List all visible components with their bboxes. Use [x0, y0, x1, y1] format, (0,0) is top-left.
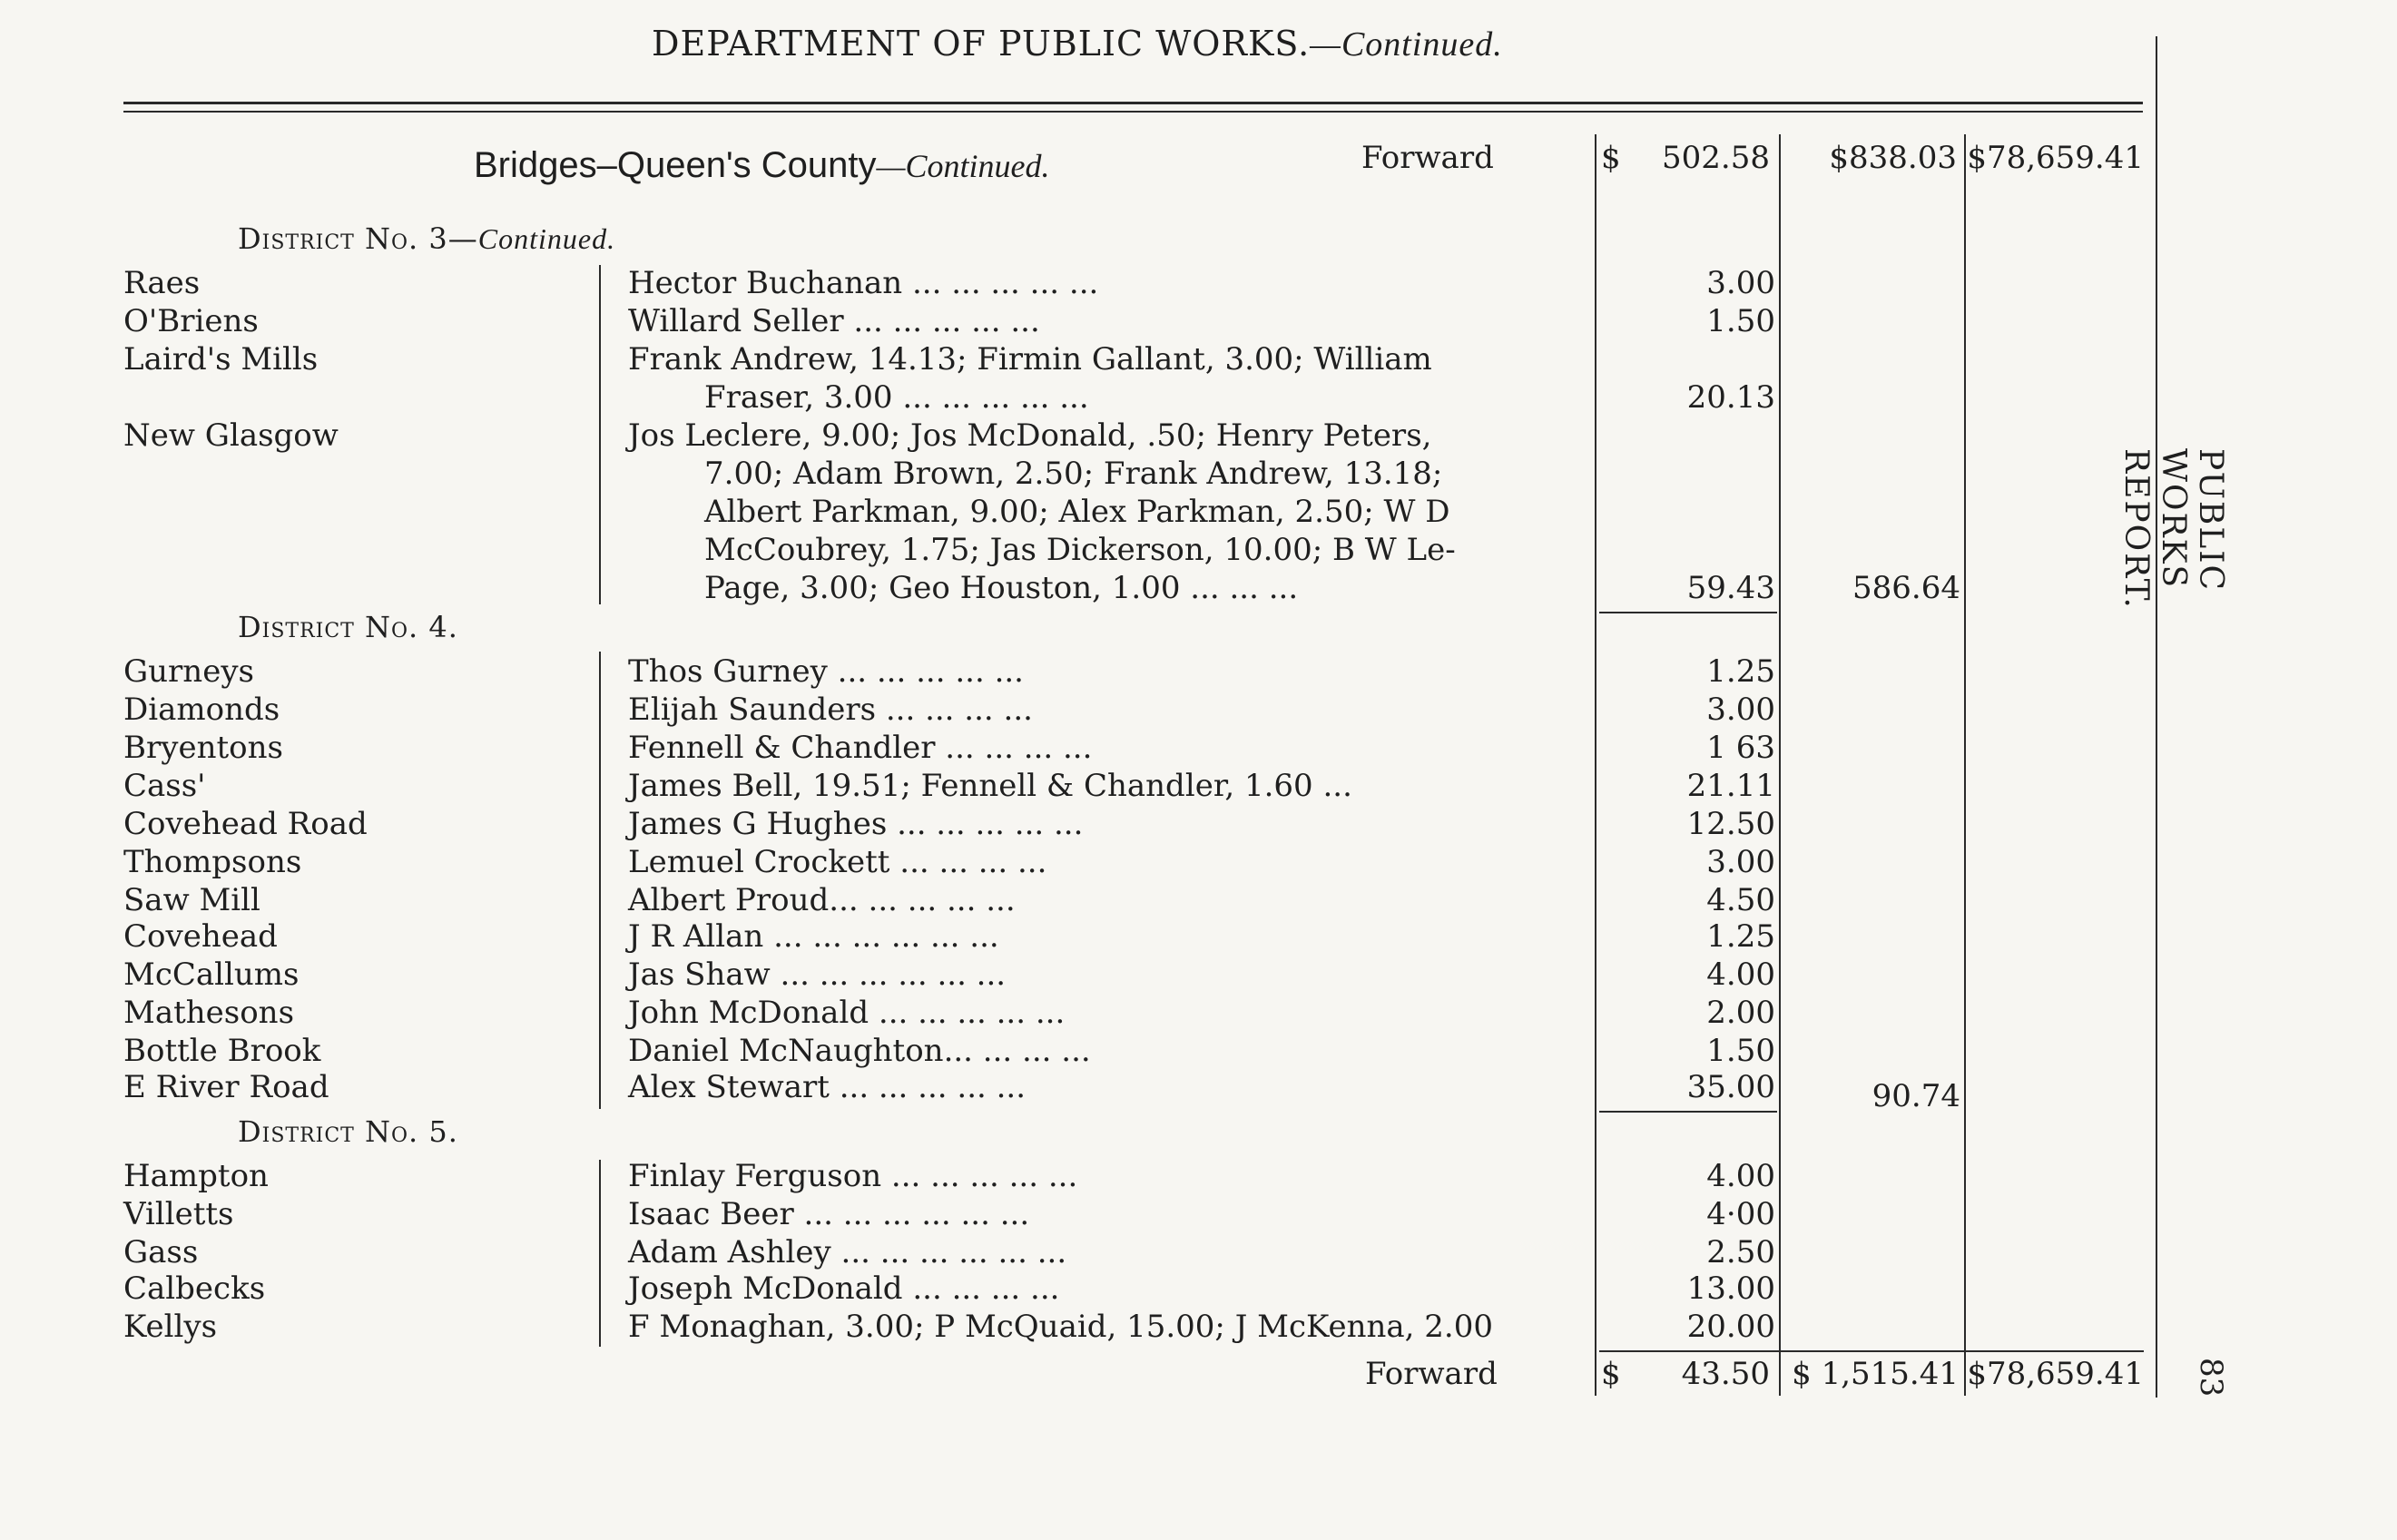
place-name: Covehead [123, 918, 278, 955]
place-name: Mathesons [123, 995, 295, 1031]
place-name: E River Road [123, 1069, 329, 1105]
forward-top-col1: 502.58 [1662, 140, 1770, 176]
amount: 21.11 [1686, 768, 1775, 804]
forward-top-label: Forward [1361, 140, 1494, 176]
place-name: Bottle Brook [123, 1033, 321, 1069]
district-3-heading [238, 221, 615, 256]
place-name: New Glasgow [123, 417, 339, 454]
payee-line: Jas Shaw ... ... ... ... ... ... [628, 956, 1007, 993]
amount: 35.00 [1686, 1069, 1775, 1105]
place-name: Hampton [123, 1158, 269, 1194]
payee-line: Adam Ashley ... ... ... ... ... ... [628, 1234, 1067, 1270]
payee-line: Alex Stewart ... ... ... ... ... [628, 1069, 1027, 1105]
place-name: Laird's Mills [123, 341, 319, 378]
place-name: Diamonds [123, 692, 280, 728]
payee-line: Fraser, 3.00 ... ... ... ... ... [704, 379, 1089, 416]
place-name: Gurneys [123, 653, 254, 690]
amount: 4·00 [1706, 1196, 1775, 1232]
payee-line: Lemuel Crockett ... ... ... ... [628, 844, 1047, 880]
amount: 2.00 [1706, 995, 1775, 1031]
amount: 4.00 [1706, 1158, 1775, 1194]
payee-line: Frank Andrew, 14.13; Firmin Gallant, 3.00; William [628, 341, 1432, 378]
payee-line: Hector Buchanan ... ... ... ... ... [628, 265, 1099, 301]
district-3-label: District No. 3— [238, 221, 478, 256]
amount: 1.25 [1706, 653, 1775, 690]
forward-top-col3: $78,659.41 [1967, 140, 2144, 176]
subtotal-rule-d4 [1599, 1111, 1777, 1113]
place-name: Covehead Road [123, 806, 368, 842]
district-3-subtotal: 586.64 [1852, 570, 1960, 606]
forward-top-dollar: $ [1601, 140, 1621, 176]
amount: 3.00 [1706, 844, 1775, 880]
place-name: Gass [123, 1234, 199, 1270]
section-title [474, 145, 1049, 186]
payee-line: Joseph McDonald ... ... ... ... [628, 1270, 1060, 1307]
payee-line: McCoubrey, 1.75; Jas Dickerson, 10.00; B W Le- [704, 532, 1456, 568]
place-name: Villetts [123, 1196, 234, 1232]
district-3-continued: Continued. [477, 222, 616, 255]
place-name: Calbecks [123, 1270, 266, 1307]
amount: 1.50 [1706, 1033, 1775, 1069]
payee-line: Elijah Saunders ... ... ... ... [628, 692, 1033, 728]
district-4-subtotal: 90.74 [1871, 1078, 1960, 1114]
section-title-text: Bridges–Queen's County [474, 145, 877, 185]
payee-line: J R Allan ... ... ... ... ... ... [628, 918, 999, 955]
forward-bottom-rule [1599, 1350, 2144, 1352]
district-4-heading: District No. 4. [238, 610, 458, 644]
header-title: DEPARTMENT OF PUBLIC WORKS. [652, 24, 1311, 64]
amount: 3.00 [1706, 692, 1775, 728]
place-name: Raes [123, 265, 201, 301]
margin-rule [2156, 36, 2157, 1398]
col-rule-3 [1964, 134, 1966, 1396]
page-number: 83 [2193, 1358, 2229, 1398]
payee-line: Isaac Beer ... ... ... ... ... ... [628, 1196, 1030, 1232]
payee-line: Albert Proud... ... ... ... ... [628, 882, 1016, 918]
place-name: Thompsons [123, 844, 302, 880]
payee-line: Willard Seller ... ... ... ... ... [628, 303, 1040, 339]
amount: 20.13 [1686, 379, 1775, 416]
payee-line: James Bell, 19.51; Fennell & Chandler, 1.60 ... [628, 768, 1352, 804]
payee-line: John McDonald ... ... ... ... ... [628, 995, 1066, 1031]
forward-bottom-col2: $ 1,515.41 [1792, 1356, 1959, 1392]
place-name: Bryentons [123, 730, 283, 766]
amount: 13.00 [1686, 1270, 1775, 1307]
col-rule-1 [1595, 134, 1596, 1396]
forward-bottom-col1: 43.50 [1681, 1356, 1770, 1392]
payee-line: Finlay Ferguson ... ... ... ... ... [628, 1158, 1078, 1194]
amount: 4.00 [1706, 956, 1775, 993]
forward-bottom-label: Forward [1365, 1356, 1498, 1392]
payee-rule-d4 [599, 652, 601, 1109]
amount: 1.50 [1706, 303, 1775, 339]
payee-rule-d3 [599, 265, 601, 604]
payee-line: Page, 3.00; Geo Houston, 1.00 ... ... ... [704, 570, 1299, 606]
place-name: O'Briens [123, 303, 259, 339]
payee-line: F Monaghan, 3.00; P McQuaid, 15.00; J McKenna, 2.00 [628, 1309, 1493, 1345]
forward-bottom-col3: $78,659.41 [1967, 1356, 2144, 1392]
payee-line: Fennell & Chandler ... ... ... ... [628, 730, 1093, 766]
section-continued: —Continued. [876, 148, 1050, 184]
amount: 1 63 [1706, 730, 1775, 766]
header-rule-bottom [123, 111, 2143, 113]
amount: 4.50 [1706, 882, 1775, 918]
forward-top-col2: $838.03 [1829, 140, 1957, 176]
col-rule-2 [1779, 134, 1781, 1396]
place-name: Saw Mill [123, 882, 260, 918]
page-header [652, 24, 1503, 64]
header-continued: —Continued. [1310, 25, 1503, 64]
payee-line: Thos Gurney ... ... ... ... ... [628, 653, 1024, 690]
amount: 1.25 [1706, 918, 1775, 955]
place-name: Kellys [123, 1309, 218, 1345]
place-name: McCallums [123, 956, 300, 993]
payee-line: James G Hughes ... ... ... ... ... [628, 806, 1084, 842]
amount: 12.50 [1686, 806, 1775, 842]
amount: 2.50 [1706, 1234, 1775, 1270]
subtotal-rule-d3 [1599, 612, 1777, 613]
side-title: PUBLIC WORKS REPORT. [2117, 448, 2229, 610]
payee-line: Daniel McNaughton... ... ... ... [628, 1033, 1091, 1069]
payee-line: 7.00; Adam Brown, 2.50; Frank Andrew, 13.18; [704, 456, 1443, 492]
forward-bottom-dollar: $ [1601, 1356, 1621, 1392]
payee-line: Albert Parkman, 9.00; Alex Parkman, 2.50; W D [704, 494, 1450, 530]
amount: 20.00 [1686, 1309, 1775, 1345]
place-name: Cass' [123, 768, 206, 804]
header-rule-top [123, 102, 2143, 104]
payee-line: Jos Leclere, 9.00; Jos McDonald, .50; Henry Peters, [628, 417, 1432, 454]
district-5-heading: District No. 5. [238, 1114, 458, 1149]
amount: 59.43 [1686, 570, 1775, 606]
amount: 3.00 [1706, 265, 1775, 301]
payee-rule-d5 [599, 1160, 601, 1347]
